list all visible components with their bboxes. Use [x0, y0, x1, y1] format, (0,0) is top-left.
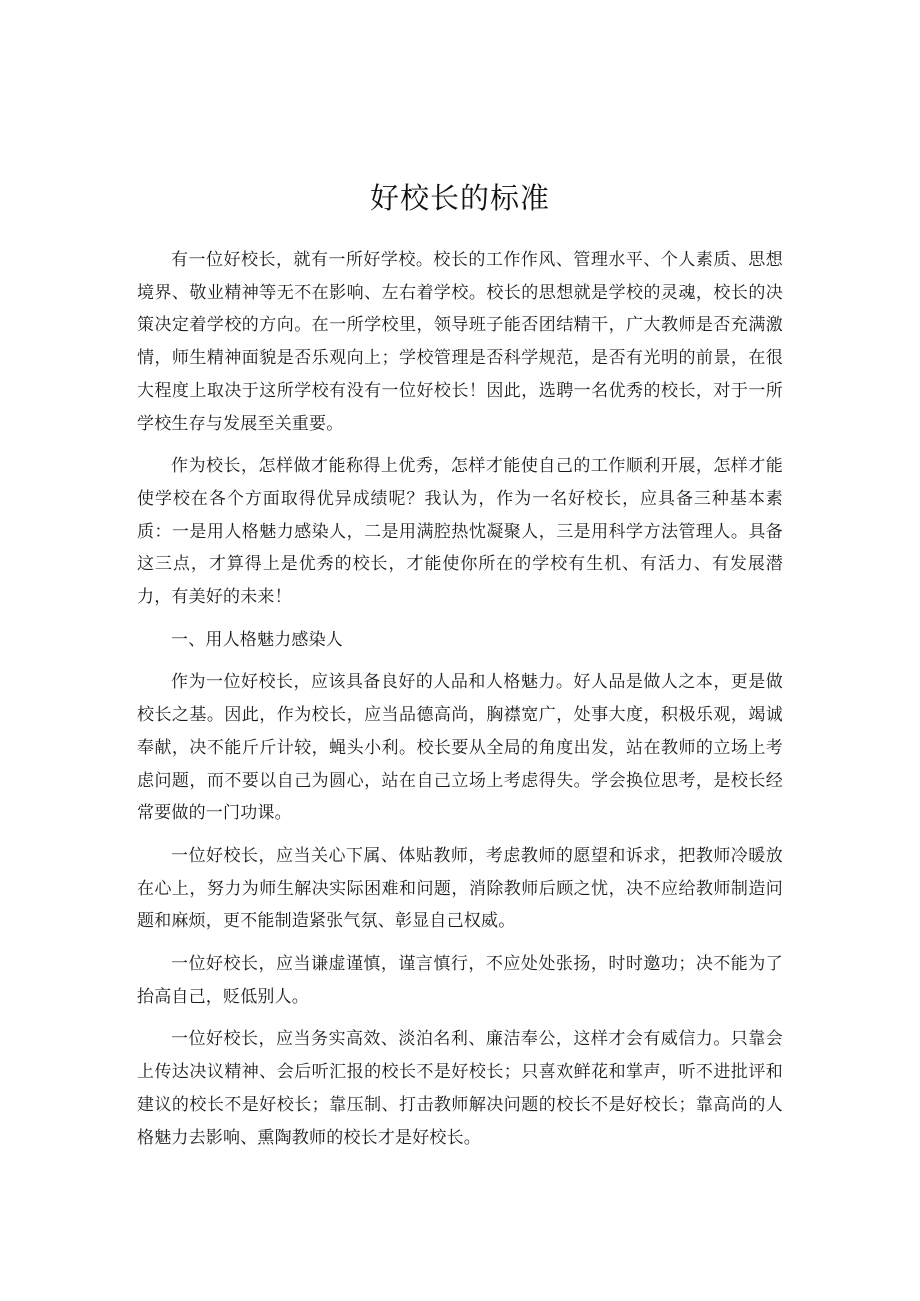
- document-title: 好校长的标准: [369, 181, 550, 215]
- paragraph-integrity: 一位好校长，应当务实高效、淡泊名利、廉洁奉公，这样才会有威信力。只靠会上传达决议精神、会后听汇报的校长不是好校长；只喜欢鲜花和掌声，听不进批评和建议的校长不是好校长；靠压制、打击教师解决问题的校长不是好校长；靠高尚的人格魅力去影响、熏陶教师的校长才是好校长。: [137, 1029, 783, 1148]
- paragraph-intro: 有一位好校长，就有一所好学校。校长的工作作风、管理水平、个人素质、思想境界、敬业精神等无不在影响、左右着学校。校长的思想就是学校的灵魂，校长的决策决定着学校的方向。在一所学校里，领导班子能否团结精干，广大教师是否充满激情，师生精神面貌是否乐观向上；学校管理是否科学规范，是否有光明的前景，在很大程度上取决于这所学校有没有一位好校长！因此，选聘一名优秀的校长，对于一所学校生存与发展至关重要。: [137, 250, 783, 434]
- paragraph-care: 一位好校长，应当关心下属、体贴教师，考虑教师的愿望和诉求，把教师冷暖放在心上，努力为师生解决实际困难和问题，消除教师后顾之忧，决不应给教师制造问题和麻烦，更不能制造紧张气氛、彰显自己权威。: [137, 845, 783, 932]
- section-heading: 一、用人格魅力感染人: [171, 629, 343, 650]
- document-body: [137, 244, 783, 1164]
- paragraph-qualities: 作为校长，怎样做才能称得上优秀，怎样才能使自己的工作顺利开展，怎样才能使学校在各个方面取得优异成绩呢？我认为，作为一名好校长，应具备三种基本素质：一是用人格魅力感染人，二是用满腔热忱凝聚人，三是用科学方法管理人。具备这三点，才算得上是优秀的校长，才能使你所在的学校有生机、有活力、有发展潜力，有美好的未来！: [137, 456, 783, 608]
- paragraph-modesty: 一位好校长，应当谦虚谨慎，谨言慎行，不应处处张扬，时时邀功；决不能为了抬高自己，贬低别人。: [137, 954, 783, 1007]
- paragraph-character: 作为一位好校长，应该具备良好的人品和人格魅力。好人品是做人之本，更是做校长之基。因此，作为校长，应当品德高尚，胸襟宽广，处事大度，积极乐观，竭诚奉献，决不能斤斤计较，蝇头小利。校长要从全局的角度出发，站在教师的立场上考虑问题，而不要以自己为圆心，站在自己立场上考虑得失。学会换位思考，是校长经常要做的一门功课。: [137, 672, 783, 824]
